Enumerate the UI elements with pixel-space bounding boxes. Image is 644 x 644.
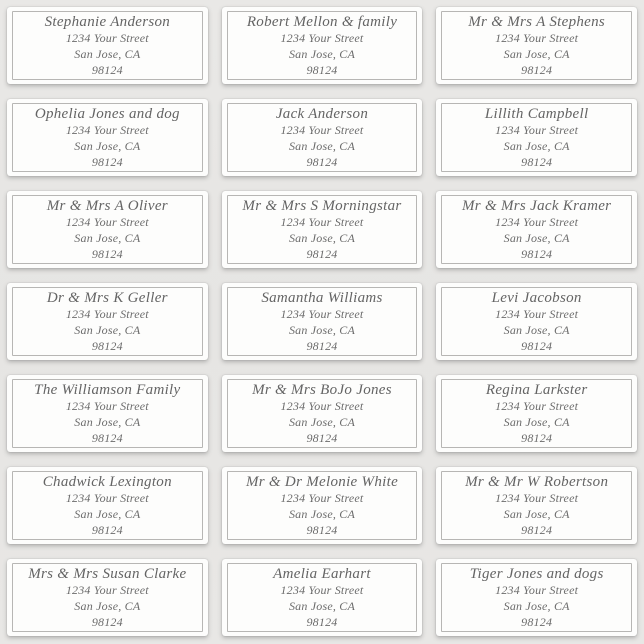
recipient-name: Mr & Mrs Jack Kramer <box>462 197 612 214</box>
street-line: 1234 Your Street <box>65 215 149 230</box>
address-label <box>7 375 208 452</box>
recipient-name: Mr & Mrs A Stephens <box>468 13 606 30</box>
street-line: 1234 Your Street <box>65 123 149 138</box>
label-inner-border <box>227 471 418 540</box>
city-state-line: San Jose, CA <box>503 599 570 614</box>
recipient-name: The Williamson Family <box>34 381 181 398</box>
address-label <box>222 467 423 544</box>
zip-line: 98124 <box>91 614 123 629</box>
city-state-line: San Jose, CA <box>288 47 356 62</box>
street-line: 1234 Your Street <box>65 307 149 322</box>
street-line: 1234 Your Street <box>280 583 364 598</box>
street-line: 1234 Your Street <box>495 215 579 230</box>
zip-line: 98124 <box>521 522 553 537</box>
city-state-line: San Jose, CA <box>288 507 356 522</box>
address-label <box>222 191 423 268</box>
label-inner-border <box>441 103 632 172</box>
city-state-line: San Jose, CA <box>288 139 356 154</box>
street-line: 1234 Your Street <box>280 31 364 46</box>
city-state-line: San Jose, CA <box>74 47 141 62</box>
city-state-line: San Jose, CA <box>503 231 570 246</box>
zip-line: 98124 <box>306 62 338 77</box>
label-inner-border <box>227 195 418 264</box>
recipient-name: Amelia Earhart <box>273 565 371 582</box>
address-label <box>222 283 423 360</box>
address-label <box>222 99 423 176</box>
label-inner-border <box>227 11 418 80</box>
street-line: 1234 Your Street <box>495 399 579 414</box>
zip-line: 98124 <box>521 154 553 169</box>
zip-line: 98124 <box>306 614 338 629</box>
recipient-name: Jack Anderson <box>275 105 369 122</box>
address-label <box>7 467 208 544</box>
recipient-name: Mr & Mrs BoJo Jones <box>252 381 392 398</box>
street-line: 1234 Your Street <box>495 123 579 138</box>
city-state-line: San Jose, CA <box>74 599 141 614</box>
city-state-line: San Jose, CA <box>288 231 356 246</box>
street-line: 1234 Your Street <box>280 307 364 322</box>
address-label <box>7 99 208 176</box>
label-inner-border <box>12 563 203 632</box>
zip-line: 98124 <box>91 246 123 261</box>
city-state-line: San Jose, CA <box>503 415 570 430</box>
city-state-line: San Jose, CA <box>503 139 570 154</box>
address-label <box>436 375 637 452</box>
zip-line: 98124 <box>521 62 553 77</box>
zip-line: 98124 <box>91 154 123 169</box>
address-label <box>436 283 637 360</box>
label-inner-border <box>441 471 632 540</box>
street-line: 1234 Your Street <box>65 491 149 506</box>
label-inner-border <box>227 103 418 172</box>
label-inner-border <box>441 11 632 80</box>
address-label <box>436 191 637 268</box>
street-line: 1234 Your Street <box>495 307 579 322</box>
zip-line: 98124 <box>521 430 553 445</box>
zip-line: 98124 <box>91 522 123 537</box>
label-inner-border <box>12 195 203 264</box>
street-line: 1234 Your Street <box>280 123 364 138</box>
recipient-name: Lillith Campbell <box>484 105 589 122</box>
recipient-name: Ophelia Jones and dog <box>34 105 180 122</box>
zip-line: 98124 <box>306 338 338 353</box>
label-inner-border <box>12 379 203 448</box>
street-line: 1234 Your Street <box>495 491 579 506</box>
zip-line: 98124 <box>91 430 123 445</box>
address-label <box>222 559 423 636</box>
label-inner-border <box>441 195 632 264</box>
label-inner-border <box>441 287 632 356</box>
address-label <box>7 283 208 360</box>
zip-line: 98124 <box>521 614 553 629</box>
zip-line: 98124 <box>521 246 553 261</box>
city-state-line: San Jose, CA <box>503 507 570 522</box>
zip-line: 98124 <box>91 62 123 77</box>
city-state-line: San Jose, CA <box>74 231 141 246</box>
city-state-line: San Jose, CA <box>74 415 141 430</box>
label-inner-border <box>441 379 632 448</box>
street-line: 1234 Your Street <box>280 491 364 506</box>
recipient-name: Robert Mellon & family <box>246 13 398 30</box>
label-inner-border <box>12 11 203 80</box>
recipient-name: Samantha Williams <box>261 289 383 306</box>
city-state-line: San Jose, CA <box>74 323 141 338</box>
zip-line: 98124 <box>306 430 338 445</box>
address-label <box>7 7 208 84</box>
recipient-name: Mr & Mrs A Oliver <box>46 197 168 214</box>
street-line: 1234 Your Street <box>280 215 364 230</box>
street-line: 1234 Your Street <box>65 31 149 46</box>
recipient-name: Dr & Mrs K Geller <box>46 289 168 306</box>
city-state-line: San Jose, CA <box>288 323 356 338</box>
address-label <box>7 191 208 268</box>
label-inner-border <box>12 471 203 540</box>
recipient-name: Mr & Mr W Robertson <box>465 473 609 490</box>
address-label <box>436 467 637 544</box>
zip-line: 98124 <box>306 246 338 261</box>
address-label <box>436 99 637 176</box>
city-state-line: San Jose, CA <box>288 599 356 614</box>
address-label <box>7 559 208 636</box>
recipient-name: Regina Larkster <box>485 381 588 398</box>
city-state-line: San Jose, CA <box>74 139 141 154</box>
address-label <box>222 7 423 84</box>
street-line: 1234 Your Street <box>495 583 579 598</box>
recipient-name: Stephanie Anderson <box>44 13 171 30</box>
label-inner-border <box>227 563 418 632</box>
city-state-line: San Jose, CA <box>503 323 570 338</box>
street-line: 1234 Your Street <box>495 31 579 46</box>
city-state-line: San Jose, CA <box>74 507 141 522</box>
address-label <box>436 7 637 84</box>
recipient-name: Levi Jacobson <box>491 289 582 306</box>
city-state-line: San Jose, CA <box>503 47 570 62</box>
label-inner-border <box>441 563 632 632</box>
recipient-name: Mr & Dr Melonie White <box>245 473 399 490</box>
address-label <box>222 375 423 452</box>
recipient-name: Chadwick Lexington <box>42 473 172 490</box>
recipient-name: Tiger Jones and dogs <box>469 565 604 582</box>
recipient-name: Mrs & Mrs Susan Clarke <box>28 565 187 582</box>
zip-line: 98124 <box>306 522 338 537</box>
label-inner-border <box>227 287 418 356</box>
city-state-line: San Jose, CA <box>288 415 356 430</box>
zip-line: 98124 <box>91 338 123 353</box>
street-line: 1234 Your Street <box>280 399 364 414</box>
label-inner-border <box>227 379 418 448</box>
street-line: 1234 Your Street <box>65 399 149 414</box>
label-inner-border <box>12 287 203 356</box>
recipient-name: Mr & Mrs S Morningstar <box>242 197 402 214</box>
street-line: 1234 Your Street <box>65 583 149 598</box>
zip-line: 98124 <box>306 154 338 169</box>
address-label <box>436 559 637 636</box>
zip-line: 98124 <box>521 338 553 353</box>
label-inner-border <box>12 103 203 172</box>
